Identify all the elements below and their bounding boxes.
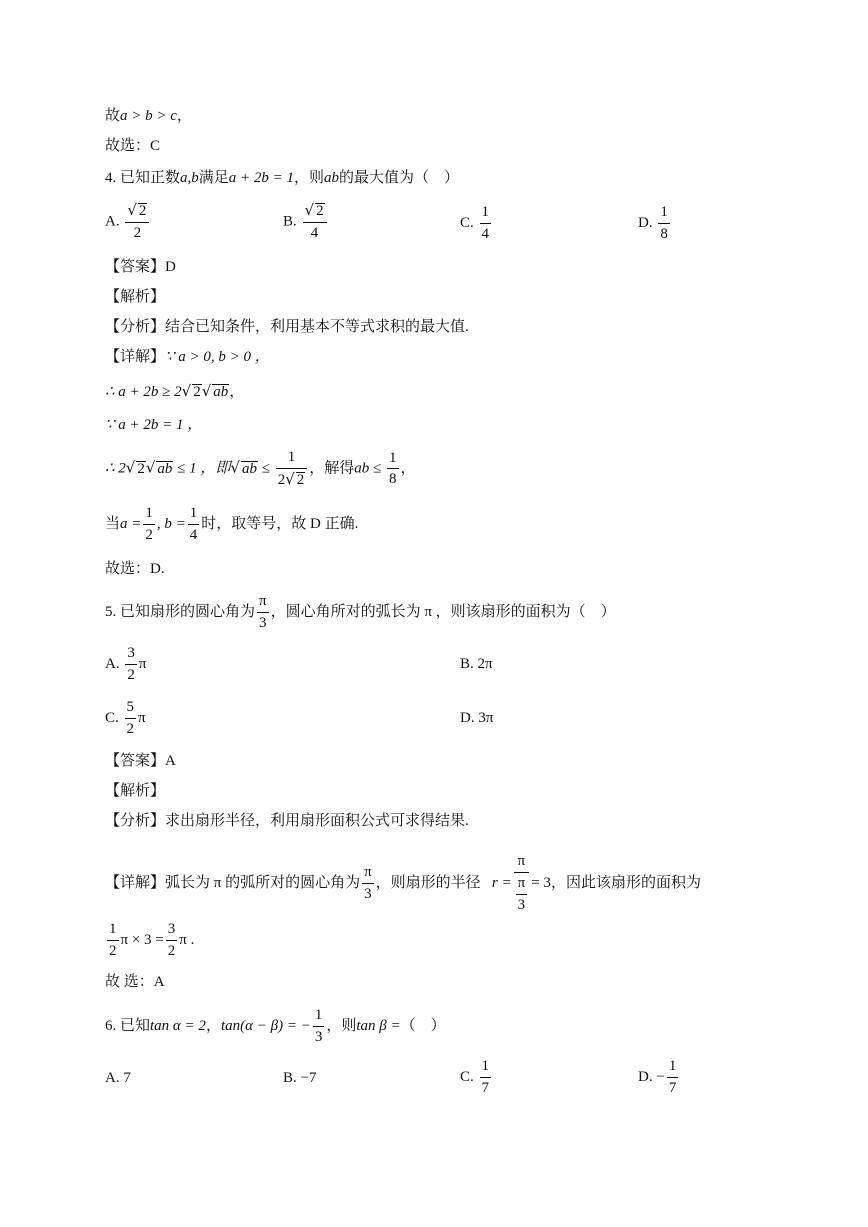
- q4-option-b: [283, 203, 329, 242]
- text: 故: [105, 108, 121, 124]
- text: 当: [105, 516, 121, 533]
- denominator: 8: [660, 225, 668, 242]
- text: ，则: [326, 1018, 357, 1035]
- sign: −: [656, 1069, 665, 1086]
- q5-option-a: [105, 646, 146, 684]
- math: π × 3 =: [120, 932, 164, 949]
- text: ，圆心角所对的弧长为 π ，则该扇形的面积为（ ）: [270, 604, 616, 621]
- denominator: 7: [668, 1079, 677, 1096]
- math: , b =: [156, 516, 186, 533]
- q4-option-a: [105, 203, 151, 242]
- fraction: [313, 1008, 325, 1046]
- fraction: [387, 451, 399, 489]
- q4-detail-1: [105, 350, 270, 365]
- denominator: 3: [259, 614, 267, 631]
- option-value: −7: [300, 1070, 317, 1086]
- text: ，解得: [309, 460, 355, 477]
- numerator: 1: [188, 506, 200, 525]
- text: 【详解】: [105, 349, 166, 365]
- q4-select: 故选：D.: [105, 561, 165, 577]
- fraction: [658, 205, 670, 243]
- text: 5. 已知扇形的圆心角为: [105, 604, 256, 621]
- math: ∵ a + 2b = 1 ，: [105, 417, 203, 433]
- denominator: 2: [109, 942, 117, 959]
- denominator: 7: [481, 1079, 490, 1096]
- q5-answer: 【答案】A: [105, 753, 176, 769]
- q5-fenxi: 【分析】求出扇形半径，利用扇形面积公式可求得结果.: [105, 813, 469, 829]
- text: ，则扇形的半径: [375, 875, 481, 892]
- option-value: 2π: [477, 656, 493, 672]
- fraction: [188, 506, 200, 544]
- denominator: 3: [517, 896, 526, 913]
- fraction: $\frac{√ 2}{2}$: [125, 203, 149, 242]
- math: ∴ 2: [105, 460, 126, 477]
- q6-option-d: [638, 1059, 680, 1097]
- q5-option-c: [105, 700, 146, 738]
- fraction: [362, 865, 374, 903]
- math: tan α = 2: [150, 1018, 206, 1035]
- option-label: C.: [460, 215, 474, 232]
- q4-detail-3: [105, 418, 202, 433]
- denominator: 2: [126, 720, 135, 737]
- text: ，则: [294, 170, 325, 186]
- denominator: [514, 873, 530, 914]
- radicand: 2: [296, 471, 305, 488]
- math: ∴ a + 2b ≥ 2: [105, 384, 182, 400]
- numerator: π: [516, 876, 528, 895]
- option-label: C.: [460, 1069, 474, 1086]
- question-6-stem: [105, 1008, 446, 1046]
- numerator: 5: [125, 700, 137, 719]
- denominator: 2: [133, 224, 142, 241]
- numerator: 1: [667, 1059, 679, 1078]
- option-label: B.: [283, 213, 297, 230]
- text: 的最大值为（ ）: [339, 170, 460, 186]
- q5-jiexi: 【解析】: [105, 783, 166, 799]
- option-label: B.: [460, 656, 474, 672]
- numerator: 3: [166, 922, 178, 941]
- denominator: 4: [310, 224, 319, 241]
- math: a =: [120, 516, 142, 533]
- math: tan(α − β) = −: [220, 1018, 311, 1035]
- option-label: B.: [283, 1070, 297, 1086]
- fraction: [516, 876, 528, 914]
- text: 6. 已知: [105, 1018, 151, 1035]
- text: ，因此该扇形的面积为: [550, 875, 701, 892]
- math: ≤: [257, 460, 270, 477]
- numerator: 1: [480, 1059, 492, 1078]
- numerator: 1: [313, 1008, 325, 1027]
- denominator: 8: [389, 471, 397, 488]
- radicand: ab: [213, 384, 229, 400]
- denominator: 2: [127, 666, 135, 683]
- fraction: [480, 1059, 492, 1097]
- numerator: π: [362, 865, 374, 884]
- denominator: 2√ 2: [277, 469, 305, 488]
- numerator: 1: [658, 205, 670, 224]
- question-5-stem: [105, 594, 616, 632]
- fraction: [107, 922, 119, 960]
- fraction: [276, 450, 308, 489]
- radicand: ab: [157, 460, 173, 477]
- radicand: 2: [193, 384, 201, 400]
- text: ，: [176, 108, 192, 124]
- fraction: [257, 594, 269, 632]
- select-line: 故选：C: [105, 138, 161, 154]
- radicand: 2: [137, 460, 145, 477]
- q5-option-d: [460, 711, 493, 726]
- numerator: 3: [125, 646, 137, 665]
- text-line: [105, 109, 192, 124]
- text: ，: [400, 460, 416, 477]
- math: a,b: [180, 170, 199, 186]
- fraction: [480, 205, 492, 243]
- text: π: [138, 656, 147, 673]
- fraction: [143, 506, 155, 544]
- text: ，: [205, 1018, 221, 1035]
- denominator: 3: [314, 1028, 323, 1045]
- q5-select: 故 选：A: [105, 974, 165, 990]
- numerator: 1: [276, 450, 308, 469]
- denominator: 2: [145, 526, 153, 543]
- text: 时，取等号，故 D 正确.: [201, 516, 359, 533]
- text: （ ）: [400, 1018, 446, 1035]
- numerator: π: [257, 594, 269, 613]
- fraction: [125, 700, 137, 738]
- radicand: ab: [241, 460, 257, 477]
- math: ab ≤: [354, 460, 382, 477]
- q4-option-d: [638, 205, 672, 243]
- option-label: A.: [105, 656, 120, 673]
- denominator: 4: [481, 225, 490, 242]
- option-label: D.: [460, 710, 475, 726]
- math: ≤ 1 ，即: [173, 460, 231, 477]
- numerator: 1: [480, 205, 492, 224]
- text: 满足: [198, 170, 229, 186]
- option-label: D.: [638, 1069, 653, 1086]
- text: π: [138, 710, 146, 727]
- radicand: 2: [316, 203, 324, 219]
- option-label: D.: [638, 215, 653, 232]
- math: tan β =: [356, 1018, 401, 1035]
- fraction: [667, 1059, 679, 1097]
- fraction: [125, 646, 137, 684]
- numerator: π: [514, 854, 530, 873]
- math: ∵ a > 0, b > 0 ，: [165, 349, 270, 365]
- q4-jiexi: 【解析】: [105, 289, 166, 305]
- math: r =: [491, 875, 512, 892]
- radicand: 2: [138, 203, 147, 219]
- q6-option-c: [460, 1059, 493, 1097]
- q4-detail-5: [105, 506, 358, 544]
- text: 【详解】弧长为 π 的弧所对的圆心角为: [105, 875, 361, 892]
- text: 2: [277, 471, 286, 488]
- fraction: [166, 922, 178, 960]
- q5-detail-1: [105, 854, 701, 913]
- option-label: C.: [105, 710, 119, 727]
- math: π .: [179, 932, 195, 949]
- q4-answer: 【答案】D: [105, 259, 176, 275]
- fraction: [514, 854, 530, 913]
- numerator: 1: [143, 506, 155, 525]
- numerator: 1: [387, 451, 399, 470]
- q4-detail-2: ∴ a + 2b ≥ 2√ 2√ ab，: [105, 382, 245, 400]
- q6-option-a: A. 7: [105, 1070, 131, 1086]
- text: 4. 已知正数: [105, 170, 181, 186]
- q5-detail-2: [105, 922, 194, 960]
- math: a > b > c: [120, 108, 177, 124]
- math: = 3: [531, 875, 551, 892]
- math: a + 2b = 1: [228, 170, 295, 186]
- q5-option-b: [460, 657, 493, 672]
- math: ab: [324, 170, 340, 186]
- option-label: A.: [105, 213, 120, 230]
- question-4-stem: [105, 171, 459, 186]
- denominator: 3: [364, 885, 372, 902]
- text: ，: [229, 384, 245, 400]
- q4-detail-4: ∴ 2√ 2√ ab ≤ 1 ，即√ ab ≤ $\frac{1}{2√ 2}$ ，解得ab ≤ $\frac{1}{8}$ ，: [105, 449, 416, 488]
- option-value: 3π: [478, 710, 494, 726]
- q4-fenxi: 【分析】结合已知条件，利用基本不等式求积的最大值.: [105, 319, 469, 335]
- fraction: $\frac{√ 2}{4}$: [303, 203, 327, 242]
- denominator: 2: [167, 942, 176, 959]
- numerator: 1: [107, 922, 119, 941]
- q4-option-c: [460, 205, 493, 243]
- denominator: 4: [189, 526, 198, 543]
- q6-option-b: [283, 1071, 316, 1086]
